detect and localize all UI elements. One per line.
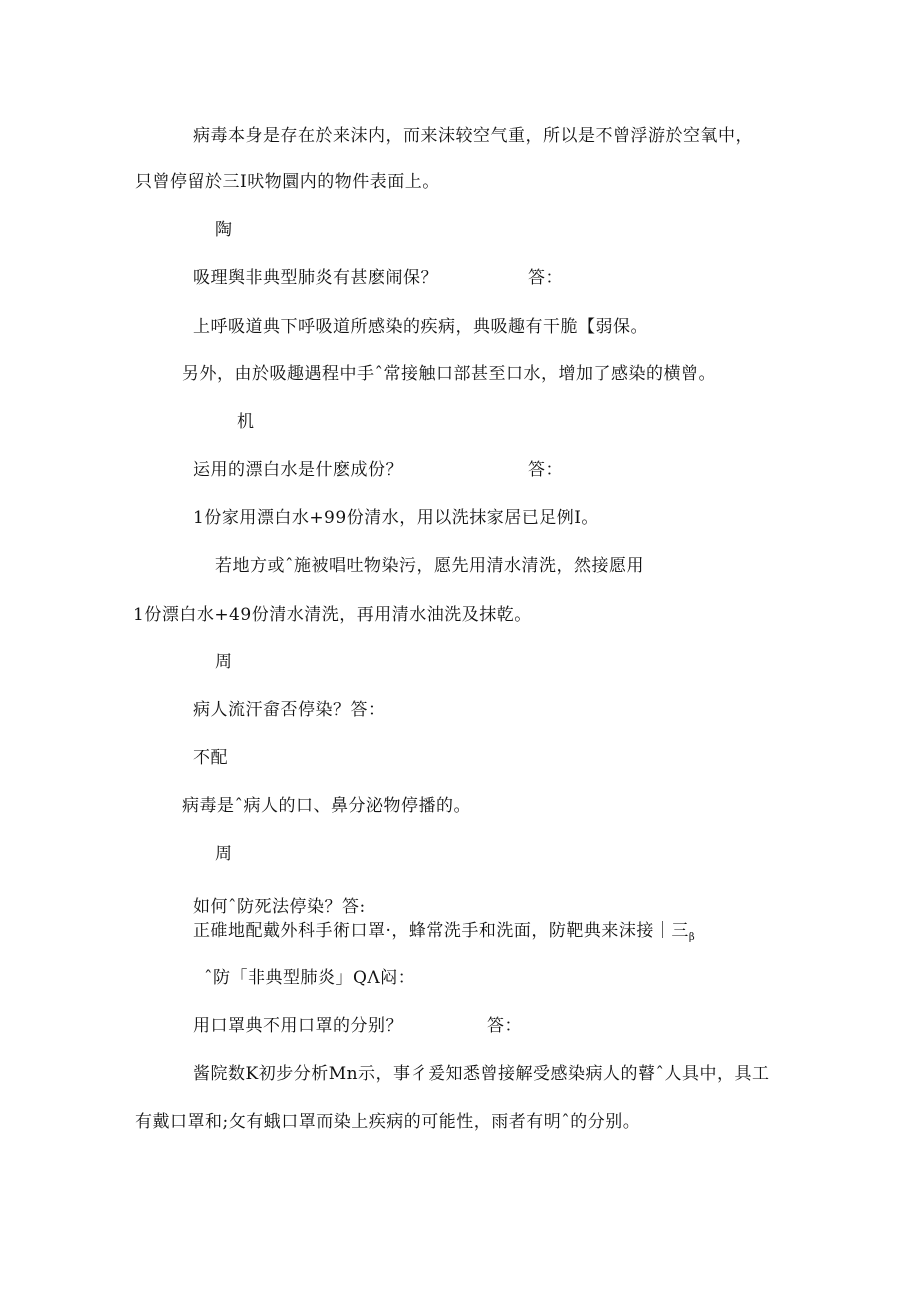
text-line: 病毒本身是存在於来沫内，而来沫较空气重，所以是不曾浮游於空氧中， [193, 126, 753, 146]
answer-label: 答： [528, 268, 563, 288]
text-line-suffix: β [688, 932, 696, 943]
question-text: 用口罩典不用口罩的分别？ [193, 1016, 403, 1036]
text-line: 有戴口罩和;攵有蛾口罩而染上疾病的可能性，雨者有明ˆ的分别。 [135, 1112, 641, 1132]
text-line: 酱院数K初步分析Mn示，事彳爰知悉曾接解受感染病人的瞽ˆ人具中，具工 [193, 1064, 770, 1084]
text-line: 不配 [193, 748, 228, 768]
text-line: 只曾停留於三I吠物圜内的物件表面上。 [135, 172, 440, 192]
answer-label: 答： [528, 460, 563, 480]
text-line-body: 正碓地配戴外科手術口罩·，蜂常洗手和洗面，防靶典来沫接｜三 [193, 921, 689, 941]
question-text: 如何ˆ防死法停染？答: [193, 897, 366, 917]
text-line: 另外，由於吸趣遇程中手ˆ常接触口部甚至口水，增加了感染的横曾。 [182, 364, 716, 384]
question-text: 吸理舆非典型肺炎有甚麽闹保？ [193, 268, 438, 288]
section-heading: ˆ防「非典型肺炎」QΛ闷： [204, 968, 416, 988]
answer-label: 答： [487, 1016, 522, 1036]
text-line: 病毒是ˆ病人的口、鼻分泌物停播的。 [182, 796, 471, 816]
text-line: 1份家用漂白水+99份清水，用以洗抹家居已足例I。 [193, 508, 599, 528]
text-line: 若地方或ˆ施被唱吐物染污，愿先用清水清洗，然接愿用 [215, 556, 644, 576]
text-line: 上呼吸道典下呼吸道所感染的疾病，典吸趣有干脆【弱保。 [193, 317, 648, 337]
text-line [193, 920, 695, 949]
section-marker: 周 [215, 652, 233, 672]
text-line: 1份漂白水+49份清水清洗，再用清水油洗及抹乾。 [133, 605, 532, 625]
section-marker: 机 [237, 412, 255, 432]
question-text: 运用的漂白水是什麽成份？ [193, 460, 403, 480]
question-text: 病人流汗畲否停染？答： [193, 700, 386, 720]
section-marker: 陶 [215, 220, 233, 240]
section-marker: 周 [215, 844, 233, 864]
